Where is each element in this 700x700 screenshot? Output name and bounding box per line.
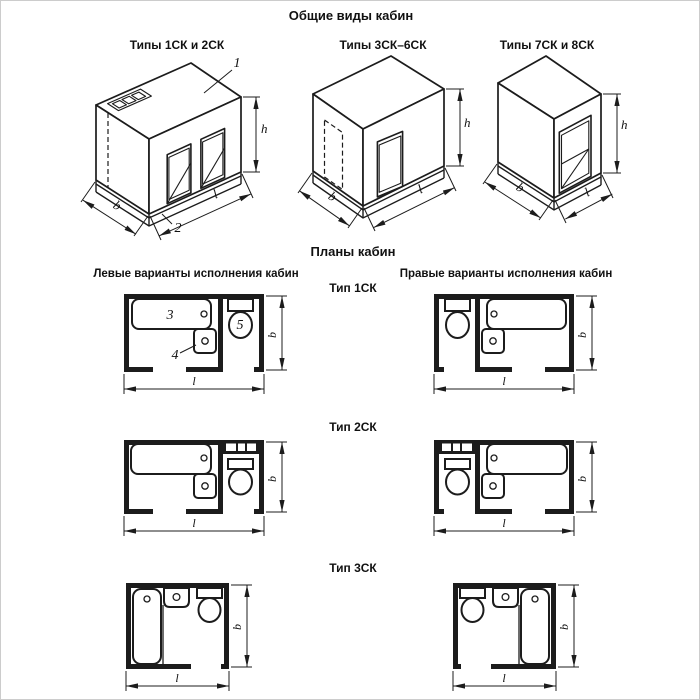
dimension-label-b: b xyxy=(575,332,589,338)
dimension-label-b: b xyxy=(513,179,528,196)
callout-2-number: 2 xyxy=(174,221,182,236)
dimension-l xyxy=(124,516,264,536)
dimension-label-b: b xyxy=(265,476,279,482)
dimension-label-h: h xyxy=(261,121,268,136)
type-1sk-label: Тип 1СК xyxy=(329,281,377,295)
dimension-label-b: b xyxy=(230,624,244,630)
dimension-label-l: l xyxy=(581,184,593,200)
right-variants-header: Правые варианты исполнения кабин xyxy=(399,268,613,280)
dimension-label-l: l xyxy=(192,374,196,388)
dimension-label-b: b xyxy=(575,476,589,482)
dimension-b xyxy=(575,442,597,512)
plan-2sk-right xyxy=(429,435,614,545)
callout-3-number: 3 xyxy=(166,308,174,323)
plan-room-3sk xyxy=(126,583,229,669)
plan-room-2sk xyxy=(124,440,264,514)
plan-room-1sk-mirrored xyxy=(434,294,574,372)
dimension-l xyxy=(124,374,264,394)
dimension-h xyxy=(603,94,628,173)
type-3sk-label: Тип 3СК xyxy=(329,561,377,575)
dimension-l xyxy=(126,671,229,691)
dimension-label-l: l xyxy=(192,516,196,530)
plan-3sk-right xyxy=(448,577,608,699)
door-opening xyxy=(167,144,191,204)
dimension-label-b: b xyxy=(110,197,125,214)
dimension-l xyxy=(434,516,574,536)
plan-3sk-left xyxy=(121,577,281,699)
plans-title: Планы кабин xyxy=(310,244,396,259)
plan-1sk-right xyxy=(429,289,614,404)
door-opening xyxy=(377,131,402,197)
dimension-b xyxy=(575,296,597,370)
dimension-label-b: b xyxy=(557,624,571,630)
isometric-view-types-3sk-6sk xyxy=(286,51,486,251)
dimension-label-b: b xyxy=(265,332,279,338)
dimension-l xyxy=(434,374,574,394)
callout-4-number: 4 xyxy=(171,348,179,363)
plan-room-1sk xyxy=(124,294,264,372)
dimension-label-l: l xyxy=(175,671,179,685)
plan-room-2sk-mirrored xyxy=(434,440,574,514)
dimension-label-l: l xyxy=(502,516,506,530)
isometric-view-types-1sk-2sk xyxy=(51,51,301,261)
callout-1-number: 1 xyxy=(233,56,241,71)
dimension-b xyxy=(265,296,287,370)
dimension-label-l: l xyxy=(415,181,425,197)
door-opening xyxy=(201,129,225,189)
sheet-title: Общие виды кабин xyxy=(288,8,414,23)
dimension-label-l: l xyxy=(502,374,506,388)
dimension-label-h: h xyxy=(464,115,471,130)
dimension-b xyxy=(265,442,287,512)
callout-4 xyxy=(172,345,197,363)
plan-room-3sk-mirrored xyxy=(453,583,556,669)
dimension-b xyxy=(230,585,252,667)
type-2sk-label: Тип 2СК xyxy=(329,420,377,434)
dimension-h xyxy=(243,97,268,172)
dimension-label-l: l xyxy=(502,671,506,685)
plan-1sk-left xyxy=(119,289,304,404)
dimension-h xyxy=(446,89,471,166)
dimension-label-h: h xyxy=(621,117,628,132)
dimension-l xyxy=(453,671,556,691)
view1-label: Типы 1СК и 2СК xyxy=(129,38,225,52)
isometric-view-types-7sk-8sk xyxy=(471,51,686,246)
dimension-label-b: b xyxy=(325,188,340,205)
dimension-label-l: l xyxy=(210,186,220,202)
callout-5-number: 5 xyxy=(236,318,244,333)
left-variants-header: Левые варианты исполнения кабин xyxy=(93,268,299,280)
view3-label: Типы 7СК и 8СК xyxy=(499,38,595,52)
view2-label: Типы 3СК–6СК xyxy=(339,38,427,52)
plan-2sk-left xyxy=(119,435,304,545)
dimension-b xyxy=(557,585,579,667)
